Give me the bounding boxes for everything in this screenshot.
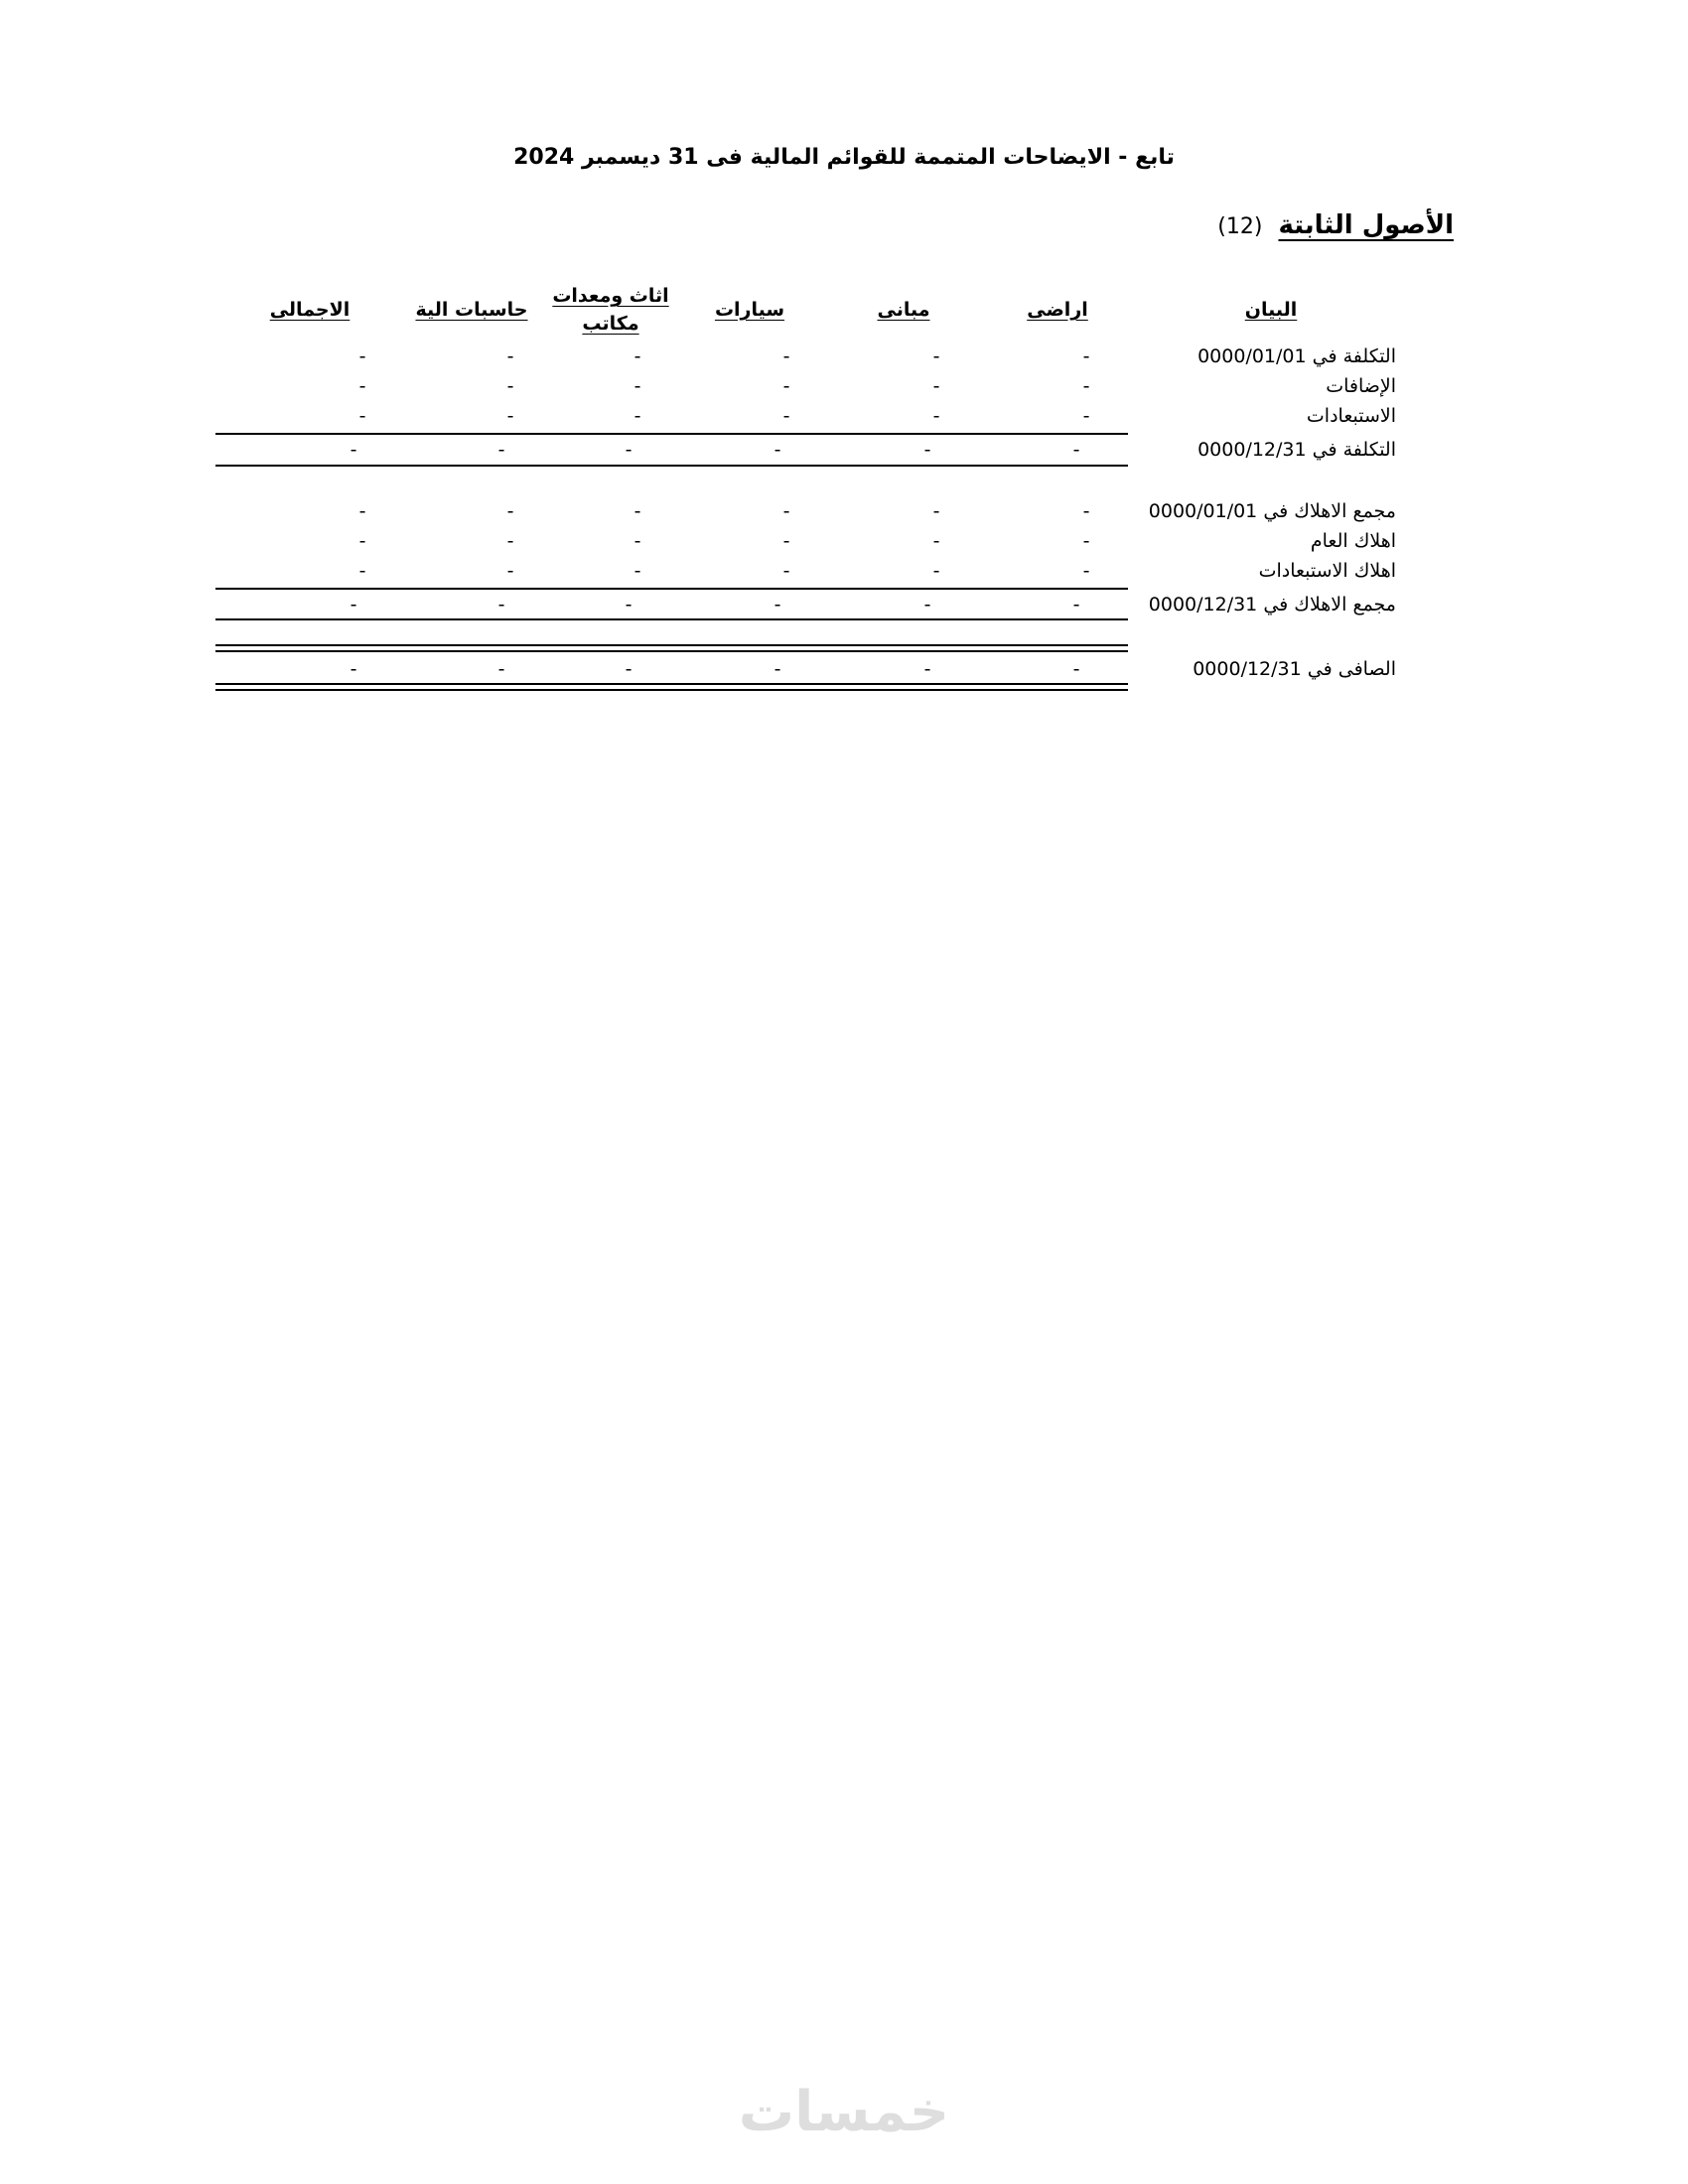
cell-land: -: [1082, 500, 1090, 522]
table-rule: [215, 588, 1128, 590]
table-rule: [215, 618, 1128, 620]
cell-buildings: -: [932, 560, 940, 582]
header-description: البيان: [1244, 299, 1298, 321]
cell-land: -: [1082, 345, 1090, 367]
cell-buildings: -: [923, 439, 931, 461]
cell-buildings: -: [932, 375, 940, 397]
table-rule: [215, 650, 1128, 652]
table-rule: [215, 683, 1128, 685]
cell-total: -: [358, 500, 366, 522]
cell-computers: -: [506, 375, 514, 397]
cell-land: -: [1082, 560, 1090, 582]
cell-vehicles: -: [774, 658, 781, 680]
cell-computers: -: [506, 530, 514, 552]
page-title: تابع - الايضاحات المتممة للقوائم المالية فى 31 ديسمبر 2024: [513, 145, 1175, 170]
section-title: الأصول الثابتة: [1278, 210, 1454, 240]
cell-buildings: -: [932, 530, 940, 552]
table-rule: [215, 689, 1128, 691]
section-number: (12): [1217, 214, 1263, 239]
cell-furniture: -: [633, 375, 641, 397]
cell-furniture: -: [633, 345, 641, 367]
cell-total: -: [350, 439, 357, 461]
cell-total: -: [350, 594, 357, 615]
cell-computers: -: [506, 345, 514, 367]
watermark-logo: خمسات: [738, 2080, 950, 2144]
row-label-cost-start: التكلفة في 0000/01/01: [1197, 345, 1396, 367]
cell-vehicles: -: [782, 500, 790, 522]
cell-vehicles: -: [782, 560, 790, 582]
cell-total: -: [358, 375, 366, 397]
header-vehicles: سيارات: [714, 299, 785, 321]
cell-computers: -: [497, 658, 505, 680]
cell-buildings: -: [932, 500, 940, 522]
cell-land: -: [1082, 530, 1090, 552]
row-label-depreciation-start: مجمع الاهلاك في 0000/01/01: [1148, 500, 1396, 522]
header-buildings: مبانى: [877, 299, 930, 321]
cell-land: -: [1082, 405, 1090, 427]
cell-computers: -: [497, 439, 505, 461]
row-label-annual-depreciation: اهلاك العام: [1310, 530, 1396, 552]
cell-computers: -: [506, 560, 514, 582]
header-furniture-line1: اثاث ومعدات: [552, 285, 669, 307]
row-label-net: الصافى في 0000/12/31: [1193, 658, 1396, 680]
row-label-additions: الإضافات: [1326, 375, 1396, 397]
cell-vehicles: -: [774, 439, 781, 461]
cell-total: -: [358, 345, 366, 367]
cell-vehicles: -: [782, 375, 790, 397]
cell-land: -: [1082, 375, 1090, 397]
cell-furniture: -: [625, 658, 633, 680]
header-computers: حاسبات الية: [415, 299, 528, 321]
header-furniture-line2: مكاتب: [582, 313, 639, 335]
cell-vehicles: -: [782, 345, 790, 367]
cell-land: -: [1072, 658, 1080, 680]
row-label-disposals: الاستبعادات: [1306, 405, 1396, 427]
row-label-cost-end: التكلفة في 0000/12/31: [1197, 439, 1396, 461]
cell-total: -: [358, 405, 366, 427]
row-label-disposal-depreciation: اهلاك الاستبعادات: [1258, 560, 1396, 582]
table-rule: [215, 465, 1128, 467]
cell-furniture: -: [625, 439, 633, 461]
cell-computers: -: [497, 594, 505, 615]
cell-furniture: -: [633, 500, 641, 522]
cell-land: -: [1072, 594, 1080, 615]
cell-land: -: [1072, 439, 1080, 461]
header-furniture: [536, 282, 685, 338]
cell-total: -: [350, 658, 357, 680]
cell-total: -: [358, 560, 366, 582]
cell-furniture: -: [633, 530, 641, 552]
cell-computers: -: [506, 500, 514, 522]
cell-vehicles: -: [774, 594, 781, 615]
cell-furniture: -: [633, 405, 641, 427]
cell-buildings: -: [923, 594, 931, 615]
cell-buildings: -: [923, 658, 931, 680]
cell-computers: -: [506, 405, 514, 427]
header-total: الاجمالى: [269, 299, 351, 321]
cell-buildings: -: [932, 405, 940, 427]
header-land: اراضى: [1027, 299, 1088, 321]
cell-vehicles: -: [782, 530, 790, 552]
cell-buildings: -: [932, 345, 940, 367]
cell-vehicles: -: [782, 405, 790, 427]
table-rule: [215, 433, 1128, 435]
cell-total: -: [358, 530, 366, 552]
row-label-depreciation-end: مجمع الاهلاك في 0000/12/31: [1148, 594, 1396, 615]
cell-furniture: -: [633, 560, 641, 582]
section-heading: [1217, 210, 1454, 240]
cell-furniture: -: [625, 594, 633, 615]
table-rule: [215, 644, 1128, 646]
